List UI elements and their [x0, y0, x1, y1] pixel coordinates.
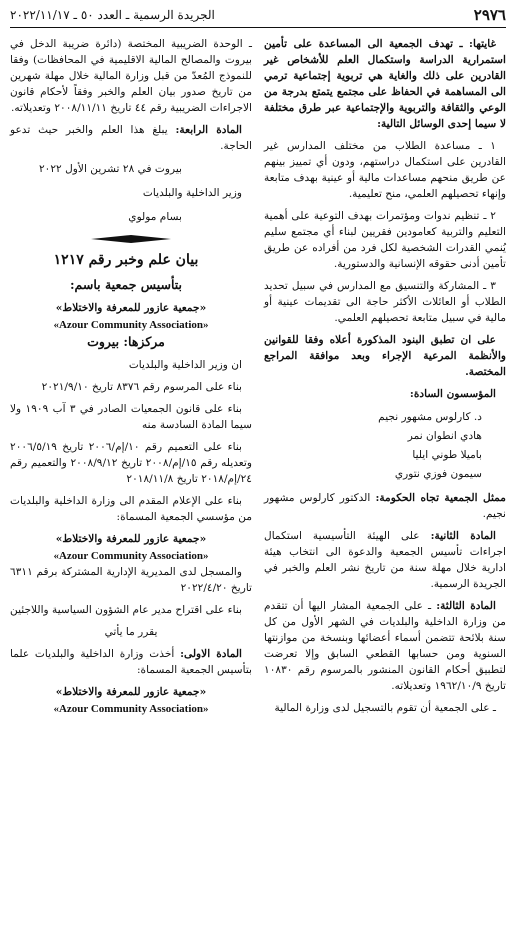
conditions-paragraph: على ان تطبق البنود المذكورة أعلاه وفقا للقوانين والأنظمة المرعية الإجراء وبعد موافقة المراجع المختصة. [264, 334, 506, 378]
ornament-divider-icon [91, 234, 171, 244]
proposal-paragraph: بناء على اقتراح مدير عام الشؤون السياسية واللاجئين [10, 604, 242, 616]
article-3-label: المادة الثالثة: [436, 600, 496, 612]
article-2 [264, 528, 506, 592]
association-name-en: «Azour Community Association» [53, 319, 209, 331]
minister-name: بسام مولوي [128, 211, 182, 223]
means-item: ١ ـ مساعدة الطلاب من مختلف المدارس غير القادرين على استكمال دراستهم، ودون أي تمييز بينهم عن طريق منحهم مساعدات مالية أو عينية بهدف متابعة وإنهاء تحصيلهم العلمي، منح تعليمية. [264, 140, 506, 200]
founders-label: المؤسسون السادة: [409, 388, 496, 400]
means-item: ٢ ـ تنظيم ندوات ومؤتمرات بهدف التوعية على أهمية التعليم والتربية كعامودين فقريين لبناء أي مجتمع سليم يُنمي القدرات الشخصية لكل فرد من أفراده عن طريق تأمين أدنى حقوقه الإنسانية والدستورية. [264, 210, 506, 270]
founders-list [264, 408, 506, 484]
decides-line: يقرر ما يأتي [104, 626, 158, 638]
founder-name: د. كارلوس مشهور نجيم [378, 411, 482, 423]
running-title: الجريدة الرسمية ـ العدد ٥٠ ـ ٢٠٢٢/١١/١٧ [10, 8, 215, 22]
left-column [10, 36, 252, 722]
notice-title: بيان علم وخبر رقم ١٢١٧ [53, 252, 199, 268]
hq-label: مركزها: [123, 334, 165, 349]
section-divider [10, 234, 252, 244]
founder-name: هادي انطوان نمر [407, 430, 482, 442]
founder-name: باميلا طوني ايليا [412, 449, 482, 461]
means-item: ٣ ـ المشاركة والتنسيق مع المدارس في سبيل تحديد الطلاب أو العائلات الأكثر حاجة الى تقديمات عينية أو مالية في سبيل متابعة تحصيلهم العلمي. [264, 280, 506, 324]
article-4-text: يبلغ هذا العلم والخبر حيث تدعو الحاجة. [10, 124, 252, 152]
registered-paragraph: والمسجل لدى المديرية الإدارية المشتركة برقم ٦٣١١ تاريخ ٢٠٢٢/٤/٢٠ [10, 566, 252, 594]
gov-rep-value: الدكتور كارلوس مشهور نجيم. [264, 492, 506, 520]
page-header [10, 6, 506, 28]
founder-name: سيمون فوزي نتوري [394, 468, 482, 480]
notice-subtitle: بتأسيس جمعية باسم: [69, 277, 183, 292]
goals-paragraph: غايتها: ـ تهدف الجمعية الى المساعدة على تأمين استمرارية الدراسة واستكمال العلم للأشخاص غير القادرين على ذلك والغاية هي تربوية إجتماعية ترمي الى المساهمة في الحفاظ على مجتمع يتمتع بدرجة من الوعي والثقافة والتربوية والإجتماعية عبر طرق مختلفة لا سيما إحدى الوسائل التالية: [264, 38, 506, 130]
gov-rep-label: ممثل الجمعية تجاه الحكومة: [375, 492, 506, 504]
page-number: ٢٩٧٦ [473, 6, 506, 24]
continued-paragraph: ـ الوحدة الضريبية المختصة (دائرة ضريبة الدخل في بيروت والمصالح المالية الاقليمية في المحافظات) وفقا للنموذج المُعدّ من قبل وزارة المالية خلال مهلة شهرين من تاريخ صدور بيان العلم والخبر وفقاً لأحكام قانون الاجراءات الضريبية رقم ٤٤ تاريخ ٢٠٠٨/١١/١١ وتعديلاته. [10, 38, 252, 114]
last-paragraph: ـ على الجمعية أن تقوم بالتسجيل لدى وزارة المالية [274, 702, 496, 714]
headquarters [10, 333, 252, 351]
article-1-label: المادة الاولى: [180, 648, 242, 660]
article-1-text: أخذت وزارة الداخلية والبلديات علما بتأسيس الجمعية المسماة: [10, 648, 252, 676]
article-4-label: المادة الرابعة: [175, 124, 242, 136]
article-4 [10, 122, 252, 154]
article-2-text: على الهيئة التأسيسية استكمال اجراءات تأسيس الجمعية والدعوة الى انتخاب هيئة ادارية خلال مهلة سنة من تاريخ نشر العلم والخبر في الجريدة الرسمية. [264, 530, 506, 590]
association-name-en: «Azour Community Association» [53, 550, 209, 562]
columns [10, 36, 506, 722]
preamble-line: بناء على الإعلام المقدم الى وزارة الداخلية والبلديات من مؤسسي الجمعية المسماة: [10, 495, 252, 523]
association-name-en: «Azour Community Association» [53, 703, 209, 715]
right-column [264, 36, 506, 722]
preamble-line: بناء على المرسوم رقم ٨٣٧٦ تاريخ ٢٠٢١/٩/١٠ [41, 381, 242, 393]
article-3 [264, 598, 506, 694]
article-1 [10, 646, 252, 678]
preamble-line: ان وزير الداخلية والبلديات [128, 359, 242, 371]
hq-value: بيروت [87, 334, 120, 349]
article-3-text: ـ على الجمعية المشار اليها أن تتقدم من وزارة الداخلية والبلديات في الشهر الأول من كل سنة بلائحة تتضمن أسماء أعضائها وبنسخة من موازنتها السنوية ومن حسابها القطعي السابق وإلا تعرضت لتطبيق أحكام القانون المنشور بالمرسوم رقم ١٠٨٣٠ تاريخ ١٩٦٢/١٠/٩ وتعديلاته. [264, 600, 506, 692]
association-name-ar: «جمعية عازور للمعرفة والاختلاط» [55, 533, 207, 545]
minister-title: وزير الداخلية والبلديات [142, 187, 242, 199]
association-name-ar: «جمعية عازور للمعرفة والاختلاط» [55, 302, 207, 314]
government-representative [264, 490, 506, 522]
article-2-label: المادة الثانية: [430, 530, 496, 542]
association-name-ar: «جمعية عازور للمعرفة والاختلاط» [55, 686, 207, 698]
preamble-line: بناء على قانون الجمعيات الصادر في ٣ آب ١٩٠٩ ولا سيما المادة السادسة منه [10, 403, 252, 431]
preamble-line: بناء على التعميم رقم ١٠/إم/٢٠٠٦ تاريخ ٢٠٠٦/٥/١٩ وتعديله رقم ١٥/إم/٢٠٠٨ تاريخ ٢٠٠٨/٩/١٢ والتعميم رقم ٢٤/إم/٢٠١٨ تاريخ ٢٠١٨/١١/٨ [10, 441, 252, 485]
place-date: بيروت في ٢٨ تشرين الأول ٢٠٢٢ [38, 163, 182, 175]
